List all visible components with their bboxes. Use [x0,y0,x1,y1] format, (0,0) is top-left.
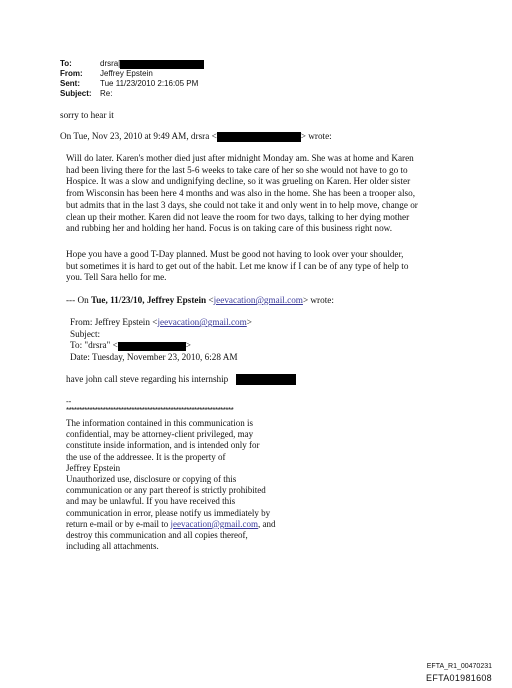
to-row [60,59,204,69]
nested-header: From: Jeffrey Epstein <jeevacation@gmail.com> Subject: To: "drsra" < > Date: Tuesday, November 23, 2010, 6:28 AM [70,317,252,363]
bates-code-small: EFTA_R1_00470231 [426,663,492,670]
from-value: Jeffrey Epstein [100,69,153,78]
redaction-bar [118,342,186,351]
subject-row [60,89,204,99]
email-link[interactable]: jeevacation@gmail.com [157,317,247,327]
redaction-bar [120,60,204,69]
sent-value: Tue 11/23/2010 2:16:05 PM [100,79,199,88]
subject-label: Subject: [60,89,92,98]
email-header [60,59,204,99]
confidentiality-disclaimer: The information contained in this communication is confidential, may be attorney-client privileged, may constitute inside information, and is intended only for the use of the addressee. It is the property of Jeffrey Epstein Unauthorized use, disclosure or copying of this communication or any part thereof is strictly prohibited and may be unlawful. If you have received this communication in error, please notify us immediately by return e-mail or by e-mail to jeevacation@gmail.com, and destroy this communication and all copies thereof, including all attachments. [66,418,276,552]
signature-dashes: -- [66,397,72,406]
quoted-paragraph-1: Will do later. Karen's mother died just after midnight Monday am. She was at home and Karen had been living there for the last 5-6 weeks to take care of her so she would not have to go to Hospice. It was a slow and undignifying decline, so it was grueling on Karen. Her older sister from Wisconsin has been here 4 months and was also in the home. She has been a trooper also, but admits that in the last 3 days, she could not take it and only went in to help move, change or clean up their mother. Karen did not leave the room for two days, talking to her dying mother and rubbing her and holding her hand. Focus is on taking care of this business right now. [66,153,418,234]
to-value: drsra[ [100,59,121,68]
quoted-paragraph-2: Hope you have a good T-Day planned. Must be good not having to look over your shoulder, but sometimes it is hard to get out of the habit. Let me know if I can be of any type of help to you. Tell Sara hello for me. [66,249,409,283]
email-link[interactable]: jeevacation@gmail.com [170,518,258,529]
sent-label: Sent: [60,79,80,88]
redaction-bar [217,132,301,142]
nested-body: have john call steve regarding his internship [66,374,296,386]
reply-text: sorry to hear it [60,110,114,120]
from-row [60,69,204,79]
separator-stars: **************************************************************** [66,406,234,415]
subject-value: Re: [100,89,113,98]
to-label: To: [60,59,72,68]
email-link[interactable]: jeevacation@gmail.com [213,295,303,305]
quote-intro: On Tue, Nov 23, 2010 at 9:49 AM, drsra < > wrote: [60,131,332,141]
bates-code-large: EFTA01981608 [426,673,492,683]
from-label: From: [60,69,83,78]
sent-row [60,79,204,89]
redaction-bar [236,374,296,385]
nested-quote-intro: --- On Tue, 11/23/10, Jeffrey Epstein <jeevacation@gmail.com> wrote: [66,295,334,305]
